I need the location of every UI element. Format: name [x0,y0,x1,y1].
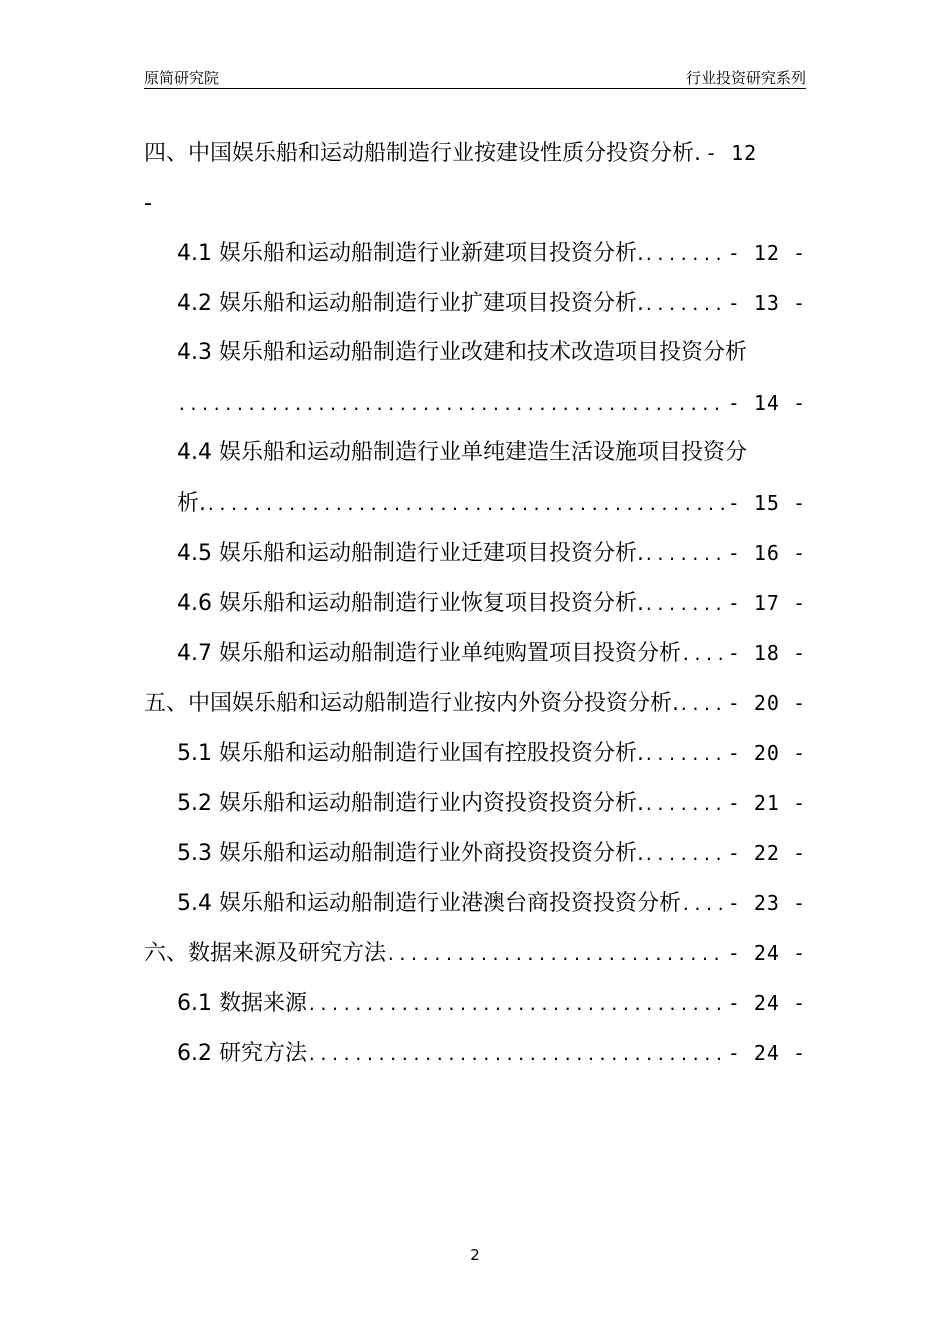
toc-entry-section-6[interactable] [144,928,806,978]
toc-page-number: - 22 - [727,841,806,865]
toc-dot-leader [177,380,724,430]
table-of-contents [144,128,806,1078]
toc-entry-6-1[interactable] [144,978,806,1028]
toc-page-number: - 24 - [727,941,806,965]
toc-dot-leader [386,930,724,980]
toc-entry-4-2[interactable] [144,278,806,328]
toc-entry-text: 4.4 娱乐船和运动船制造行业单纯建造生活设施项目投资分 [177,440,747,465]
toc-entry-4-5[interactable] [144,528,806,578]
toc-entry-4-4[interactable] [144,428,806,528]
toc-entry-text: 6.2 研究方法 [177,1041,307,1066]
toc-entry-section-5[interactable] [144,678,806,728]
toc-entry-text: 6.1 数据来源 [177,991,307,1016]
toc-page-number: - 17 - [727,591,806,615]
toc-page-number: - 21 - [727,791,806,815]
toc-entry-4-7[interactable] [144,628,806,678]
toc-dot-leader [644,230,724,280]
toc-dot-leader [307,1030,724,1080]
toc-dot-leader [644,730,724,780]
toc-entry-5-3[interactable] [144,828,806,878]
toc-dot-leader [644,780,724,830]
toc-entry-6-2[interactable] [144,1028,806,1078]
toc-entry-text: 4.5 娱乐船和运动船制造行业迁建项目投资分析. [177,541,644,566]
toc-dot-leader [644,530,724,580]
toc-entry-text: 4.7 娱乐船和运动船制造行业单纯购置项目投资分析 [177,641,681,666]
toc-entry-text: 六、数据来源及研究方法 [144,941,387,966]
toc-entry-4-1[interactable] [144,228,806,278]
toc-dot-leader [681,880,724,930]
toc-entry-5-4[interactable] [144,878,806,928]
toc-entry-text: 4.3 娱乐船和运动船制造行业改建和技术改造项目投资分析 [177,340,747,365]
toc-entry-text: 五、中国娱乐船和运动船制造行业按内外资分投资分析. [144,691,679,716]
toc-page-number: - 24 - [727,1041,806,1065]
toc-entry-text: 四、中国娱乐船和运动船制造行业按建设性质分投资分析. [144,141,701,166]
toc-dot-leader [644,830,724,880]
toc-entry-text: 4.6 娱乐船和运动船制造行业恢复项目投资分析. [177,591,644,616]
toc-page-number: - 18 - [727,641,806,665]
toc-page-number: - 15 - [727,491,806,515]
toc-entry-text: 5.4 娱乐船和运动船制造行业港澳台商投资投资分析 [177,891,681,916]
toc-entry-5-1[interactable] [144,728,806,778]
toc-page-number: - 13 - [727,291,806,315]
toc-page-number: - 14 - [727,391,806,415]
toc-entry-text: 5.2 娱乐船和运动船制造行业内资投资投资分析. [177,791,644,816]
toc-dot-leader [206,480,724,530]
toc-dot-leader [681,630,724,680]
toc-page-number: - 24 - [727,991,806,1015]
toc-page-number: - 16 - [727,541,806,565]
toc-dot-leader [644,580,724,630]
toc-page-number: - 12 - [727,241,806,265]
toc-entry-4-3[interactable] [144,328,806,428]
toc-dot-leader [679,680,724,730]
toc-dot-leader [307,980,724,1030]
toc-entry-text: 5.3 娱乐船和运动船制造行业外商投资投资分析. [177,841,644,866]
toc-entry-text: 4.1 娱乐船和运动船制造行业新建项目投资分析. [177,241,644,266]
toc-entry-section-4[interactable] [144,128,806,228]
page-footer [0,1246,950,1264]
page-number: 2 [470,1246,480,1264]
toc-entry-4-6[interactable] [144,578,806,628]
toc-page-number-tail: - [144,191,152,216]
header-organization: 原简研究院 [144,69,220,87]
toc-page-number: - 12 [705,141,758,165]
toc-page-number: - 20 - [727,691,806,715]
toc-entry-text-tail: 析. [177,491,206,516]
toc-entry-text: 4.2 娱乐船和运动船制造行业扩建项目投资分析. [177,291,644,316]
toc-page-number: - 20 - [727,741,806,765]
toc-page-number: - 23 - [727,891,806,915]
toc-dot-leader [644,280,724,330]
page-header [144,64,806,89]
toc-entry-text: 5.1 娱乐船和运动船制造行业国有控股投资分析. [177,741,644,766]
toc-entry-5-2[interactable] [144,778,806,828]
header-series: 行业投资研究系列 [685,69,806,87]
